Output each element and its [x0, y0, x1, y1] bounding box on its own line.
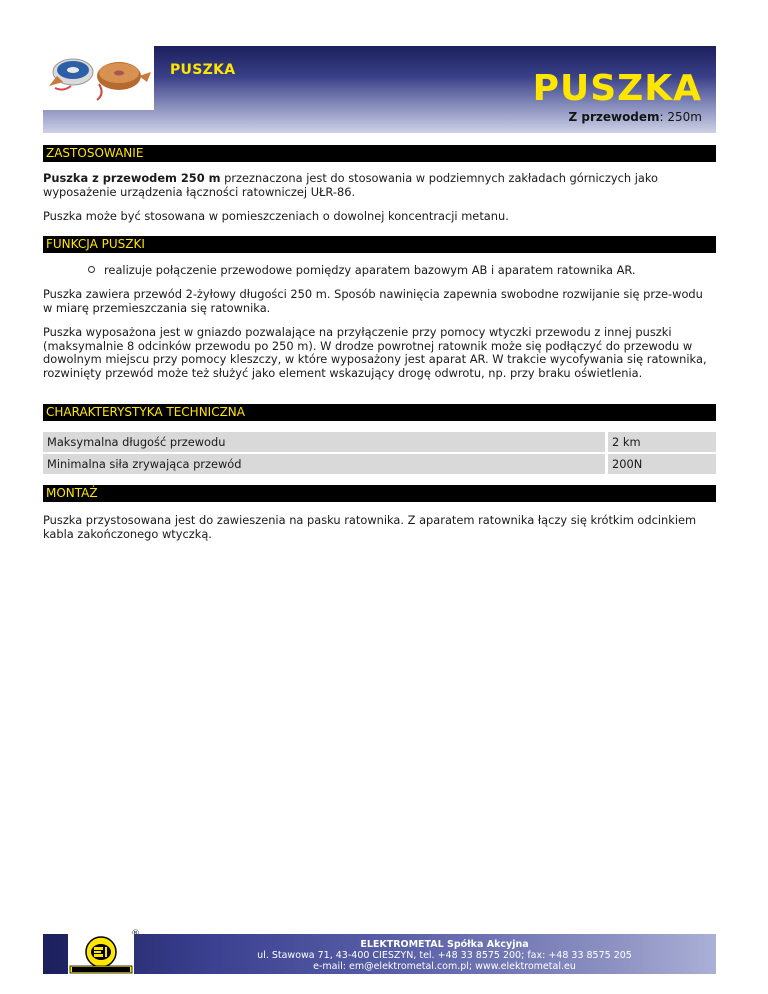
zastosowanie-paragraph-1	[43, 172, 711, 199]
montaz-paragraph: Puszka przystosowana jest do zawieszenia na pasku ratownika. Z aparatem ratownika łączy się krótkim odcinkiem kabla zakończonego wtyczką.	[43, 513, 697, 541]
bullet-circle-icon	[88, 266, 95, 273]
funkcja-paragraph-1: Puszka zawiera przewód 2-żyłowy długości 250 m. Sposób nawinięcia zapewnia swobodne rozwijanie się prze-wodu w miarę przemieszczania się ratownika.	[43, 287, 703, 315]
footer-contact: e-mail: em@elektrometal.com.pl; www.elektrometal.eu	[313, 961, 576, 972]
funkcja-bullet-text: realizuje połączenie przewodowe pomiędzy aparatem bazowym AB i aparatem ratownika AR.	[104, 263, 636, 277]
section-title-montaz: MONTAŻ	[43, 485, 716, 502]
funkcja-bullet	[88, 264, 708, 278]
header-small-title: PUSZKA	[170, 62, 236, 78]
product-photo	[43, 46, 154, 110]
footer-company: ELEKTROMETAL Spółka Akcyjna	[360, 939, 529, 950]
zastosowanie-paragraph-2: Puszka może być stosowana w pomieszczeniach o dowolnej koncentracji metanu.	[43, 209, 509, 223]
funkcja-paragraph-2: Puszka wyposażona jest w gniazdo pozwalające na przyłączenie przy pomocy wtyczki przewodu z innej puszki (maksymalnie 8 odcinków przewodu po 250 m). W drodze powrotnej ratownik może się podłączyć do przewodu w dowolnym miejscu przy pomocy kleszczy, w które wyposażony jest aparat AR. W trakcie wycofywania się ratownika, rozwinięty przewód może też służyć jako element wskazujący drogę odwrotu, np. przy braku oświetlenia.	[43, 325, 707, 380]
spec-table	[43, 432, 716, 476]
table-row	[43, 453, 716, 475]
footer-text	[173, 939, 716, 972]
section-title-zastosowanie: ZASTOSOWANIE	[43, 145, 716, 162]
header-big-title: PUSZKA	[532, 68, 702, 109]
zastosowanie-bold: Puszka z przewodem 250 m	[43, 171, 221, 185]
company-logo	[68, 934, 134, 974]
header-subtitle	[568, 110, 702, 124]
footer-address: ul. Stawowa 71, 43-400 CIESZYN, tel. +48 33 8575 200; fax: +48 33 8575 205	[257, 950, 632, 961]
spec-value: 200N	[607, 453, 717, 475]
zastosowanie-rest: przeznaczona jest do stosowania w podziemnych zakładach górniczych jako wyposażenie urządzenia łączności ratowniczej UŁR-86.	[43, 171, 659, 199]
spec-value: 2 km	[607, 432, 717, 453]
spec-label: Maksymalna długość przewodu	[43, 432, 607, 453]
section-title-funkcja: FUNKCJA PUSZKI	[43, 236, 716, 253]
header-banner	[43, 46, 716, 133]
subtitle-bold: Z przewodem	[568, 110, 660, 124]
spec-label: Minimalna siła zrywająca przewód	[43, 453, 607, 475]
footer-banner	[43, 934, 716, 974]
subtitle-rest: : 250m	[659, 110, 702, 124]
table-row	[43, 432, 716, 453]
section-title-charakterystyka: CHARAKTERYSTYKA TECHNICZNA	[43, 404, 716, 421]
